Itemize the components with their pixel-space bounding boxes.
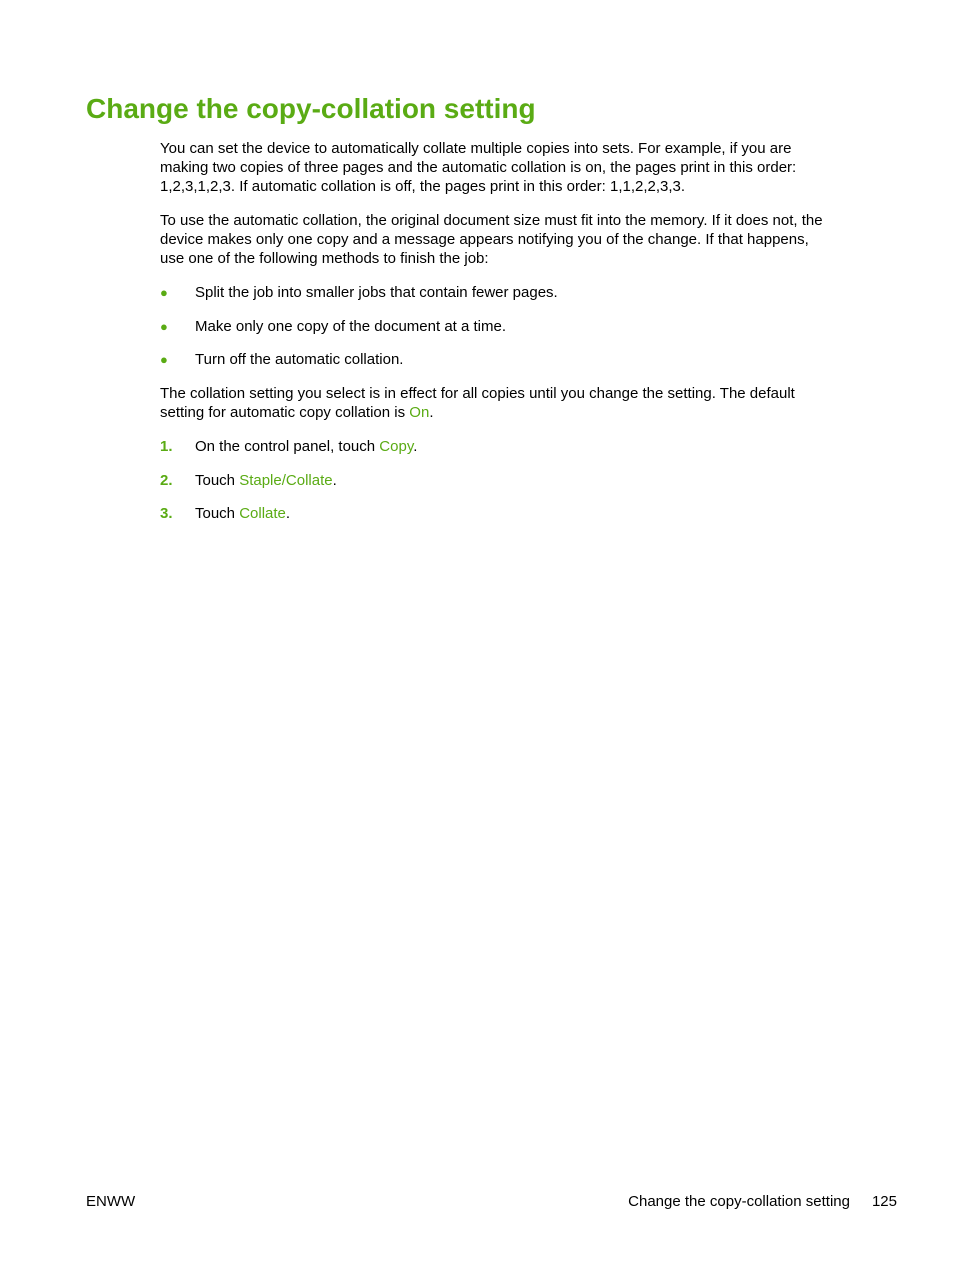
footer-section-title: Change the copy-collation setting — [628, 1193, 850, 1210]
step-number: 1. — [160, 438, 173, 455]
bullet-text: Split the job into smaller jobs that contain fewer pages. — [195, 284, 558, 301]
bullet-text: Turn off the automatic collation. — [195, 351, 404, 368]
bullet-item — [160, 350, 880, 369]
step-text — [195, 471, 337, 490]
step-item — [160, 471, 880, 490]
footer-right — [628, 1192, 897, 1211]
page-title: Change the copy-collation setting — [86, 93, 536, 124]
intro-line: 1,2,3,1,2,3. If automatic collation is off, the pages print in this order: 1,1,2,2,3,3. — [160, 178, 686, 195]
step-item — [160, 437, 880, 456]
step-suffix: . — [332, 472, 337, 489]
step-text — [195, 504, 290, 523]
step-suffix: . — [285, 505, 291, 522]
memory-line: use one of the following methods to finish the job: — [160, 250, 489, 267]
footer-left: ENWW — [86, 1193, 136, 1210]
default-line-prefix: setting for automatic copy collation is — [160, 404, 410, 421]
memory-line: device makes only one copy and a message appears notifying you of the change. If that happens, — [160, 231, 809, 248]
bullet-item — [160, 317, 880, 336]
bullet-text: Make only one copy of the document at a time. — [195, 318, 507, 335]
step-number: 3. — [160, 505, 173, 522]
default-line — [160, 403, 880, 422]
step-number: 2. — [160, 472, 173, 489]
step-prefix: On the control panel, touch — [195, 438, 380, 455]
intro-paragraph — [160, 139, 880, 196]
on-link[interactable]: On — [409, 404, 430, 421]
memory-paragraph — [160, 211, 880, 268]
step-text — [195, 437, 417, 456]
memory-line: To use the automatic collation, the original document size must fit into the memory. If it does not, the — [160, 212, 823, 229]
default-line: The collation setting you select is in effect for all copies until you change the setting. The default — [160, 385, 795, 402]
page-number: 125 — [871, 1193, 897, 1210]
step-prefix: Touch — [195, 472, 240, 489]
bullet-icon: ● — [160, 285, 168, 300]
step-suffix: . — [413, 438, 418, 455]
default-setting-paragraph — [160, 384, 880, 422]
bullet-icon: ● — [160, 319, 168, 334]
bullet-icon: ● — [160, 352, 168, 367]
step-item — [160, 504, 880, 523]
collate-link[interactable]: Collate — [239, 505, 286, 522]
bullet-item — [160, 283, 880, 302]
copy-link[interactable]: Copy — [379, 438, 414, 455]
intro-line: You can set the device to automatically collate multiple copies into sets. For example, if you are — [160, 140, 792, 157]
default-line-suffix: . — [429, 404, 434, 421]
staple-collate-link[interactable]: Staple/Collate — [239, 472, 333, 489]
step-prefix: Touch — [195, 505, 240, 522]
intro-line: making two copies of three pages and the automatic collation is on, the pages print in this order: — [160, 159, 797, 176]
